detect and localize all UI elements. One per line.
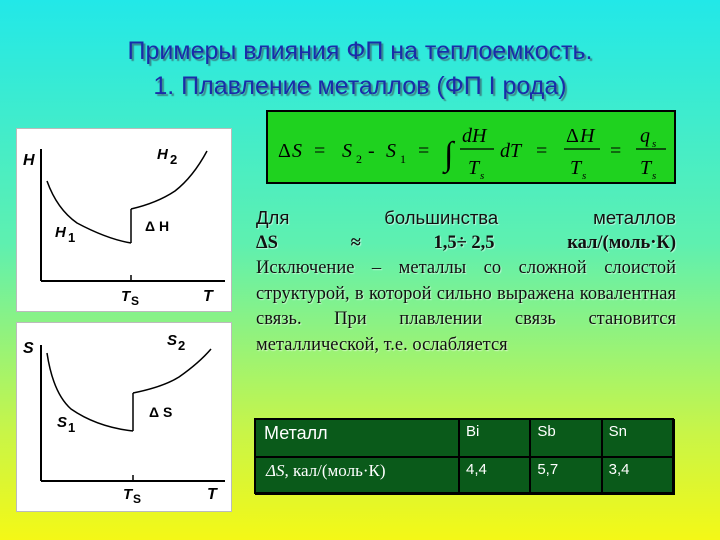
row-label-unit: кал/(моль·К) [292,460,386,480]
formula-q: q [640,125,650,147]
h1-sub: 1 [68,230,76,245]
text-word: большинства [384,207,499,228]
title-line-2: 1. Плавление металлов (ФП I рода) [153,72,567,100]
explanation-text [256,205,676,358]
s1-sub: 1 [68,420,76,435]
x-axis-label: T [207,486,217,503]
formula-s-sub-3: s [652,138,657,150]
h2-sub: 2 [170,152,178,167]
x-axis-label: T [203,288,213,305]
text-word: металлов [593,207,676,228]
formula-t-3: T [640,157,652,179]
formula-integral: ∫ [444,136,454,173]
table-row [255,457,673,493]
text-line-2 [256,231,676,257]
value-cell-sb: 5,7 [530,457,601,493]
row-label-symbol: ΔS, [266,460,289,480]
approx-symbol: ≈ [350,232,361,253]
range-value: 1,5÷ 2,5 [433,232,495,253]
ts-sub: S [133,492,142,506]
formula-s2: S [342,140,352,162]
formula-dt: dT [500,140,522,162]
ts-label: T [121,288,131,305]
delta-s-symbol: ΔS [256,232,278,253]
ts-sub: S [131,294,140,308]
formula-t-2: T [570,157,582,179]
text-word: Для [256,207,290,228]
ts-label: T [123,486,133,503]
value-cell-bi: 4,4 [459,457,530,493]
s2-label: S [167,332,178,349]
formula-eq-4: = [610,140,622,162]
formula-dh: dH [462,125,487,147]
delta-s-label: Δ S [149,404,173,420]
formula-s-sub-2: s [582,170,587,182]
text-rest: Исключение – металлы со сложной слоистой структурой, в которой сильно выражена ковалентная связь. При плавлении связь становится металлической, т.е. ослабляется [256,258,676,355]
formula-minus: - [368,140,375,162]
formula-h: H [580,125,595,147]
row-label-cell [255,457,459,493]
table-header-row [255,419,673,457]
formula-s-sub-1: s [480,170,485,182]
formula-sub-1: 1 [400,152,406,166]
delta-h-label: Δ H [145,218,170,234]
s2-curve [133,349,211,393]
slide-title [0,34,720,104]
s2-sub: 2 [178,338,186,353]
formula-sub-2: 2 [356,152,362,166]
title-line-1: Примеры влияния ФП на теплоемкость. [127,37,593,65]
y-axis-label: S [23,340,34,357]
y-axis-label: H [23,152,35,169]
formula-s-sub-4: s [652,170,657,182]
entropy-formula [266,110,676,184]
enthalpy-graph [16,128,232,312]
h1-label: H [55,224,66,241]
formula-t-1: T [468,157,480,179]
formula-eq-3: = [536,140,548,162]
h2-curve [131,151,207,209]
text-line-1 [256,205,676,231]
formula-s: S [292,140,302,162]
header-cell-sb: Sb [530,419,601,457]
formula-delta: Δ [278,140,291,162]
formula-delta-h: Δ [566,125,579,147]
formula-eq-1: = [314,140,326,162]
value-cell-sn: 3,4 [602,457,673,493]
formula-s1: S [386,140,396,162]
h2-label: H [157,146,168,163]
metals-table [254,418,674,494]
header-cell-metal: Металл [255,419,459,457]
unit-text: кал/(моль·К) [567,232,676,253]
formula-eq-2: = [418,140,430,162]
s1-label: S [57,414,68,431]
header-cell-sn: Sn [602,419,673,457]
entropy-graph [16,322,232,512]
header-cell-bi: Bi [459,419,530,457]
